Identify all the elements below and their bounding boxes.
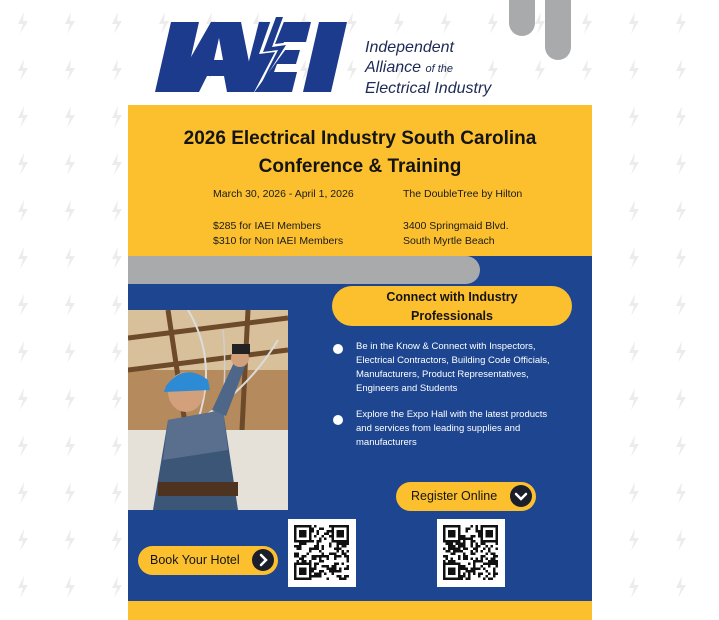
logo-line-independent: Independent bbox=[365, 39, 454, 56]
bullet-2-line: manufacturers bbox=[356, 437, 417, 448]
logo-line-electrical-industry: Electrical Industry bbox=[365, 80, 492, 97]
qr-code-icon bbox=[437, 519, 505, 587]
chevron-down-icon bbox=[510, 485, 532, 507]
bullet-1-line: Electrical Contractors, Building Code Officials, bbox=[356, 355, 550, 366]
title-line-2: Conference & Training bbox=[258, 156, 462, 177]
bullet-dot-2 bbox=[333, 415, 343, 425]
address-line-2: South Myrtle Beach bbox=[403, 235, 495, 247]
price-members: $285 for IAEI Members bbox=[213, 220, 321, 232]
title-line-1: 2026 Electrical Industry South Carolina bbox=[183, 128, 537, 149]
qr-code-icon bbox=[288, 519, 356, 587]
connect-line-2: Professionals bbox=[411, 309, 493, 323]
bullet-1-line: Engineers and Students bbox=[356, 383, 458, 394]
connect-line-1: Connect with Industry bbox=[386, 290, 518, 304]
bullet-text-2 bbox=[356, 408, 568, 450]
bullet-text-1 bbox=[356, 340, 568, 396]
connect-heading bbox=[332, 286, 572, 326]
chevron-right-icon bbox=[252, 549, 274, 571]
flyer-footer-band bbox=[128, 601, 592, 620]
register-online-button[interactable] bbox=[396, 482, 536, 511]
bullet-dot-1 bbox=[333, 344, 343, 354]
event-dates: March 30, 2026 - April 1, 2026 bbox=[213, 188, 354, 200]
event-venue: The DoubleTree by Hilton bbox=[403, 188, 523, 200]
registration-qr-code[interactable] bbox=[437, 519, 505, 587]
plug-prongs-decoration bbox=[505, 0, 575, 62]
logo-wordmark bbox=[365, 38, 491, 99]
book-hotel-button[interactable] bbox=[138, 546, 278, 575]
hotel-qr-code[interactable] bbox=[288, 519, 356, 587]
price-non-members: $310 for Non IAEI Members bbox=[213, 235, 344, 247]
bullet-1-line: Be in the Know & Connect with Inspectors, bbox=[356, 341, 536, 352]
iaei-logo-icon bbox=[155, 14, 377, 96]
address-line-1: 3400 Springmaid Blvd. bbox=[403, 220, 509, 232]
logo-word-alliance: Alliance bbox=[365, 59, 422, 76]
flyer-title bbox=[128, 125, 592, 181]
bullet-1-line: Manufacturers, Product Representatives, bbox=[356, 369, 529, 380]
logo-line-alliance bbox=[365, 58, 491, 79]
electrician-photo bbox=[128, 310, 288, 510]
conference-flyer bbox=[128, 105, 592, 620]
bullet-2-line: Explore the Expo Hall with the latest products bbox=[356, 409, 548, 420]
bullet-2-line: and services from leading supplies and bbox=[356, 423, 521, 434]
book-hotel-label: Book Your Hotel bbox=[150, 553, 240, 567]
register-online-label: Register Online bbox=[411, 489, 498, 503]
divider-bar bbox=[128, 256, 480, 284]
venue-address bbox=[403, 219, 509, 249]
pricing bbox=[213, 219, 343, 249]
logo-word-of-the: of the bbox=[425, 63, 454, 75]
